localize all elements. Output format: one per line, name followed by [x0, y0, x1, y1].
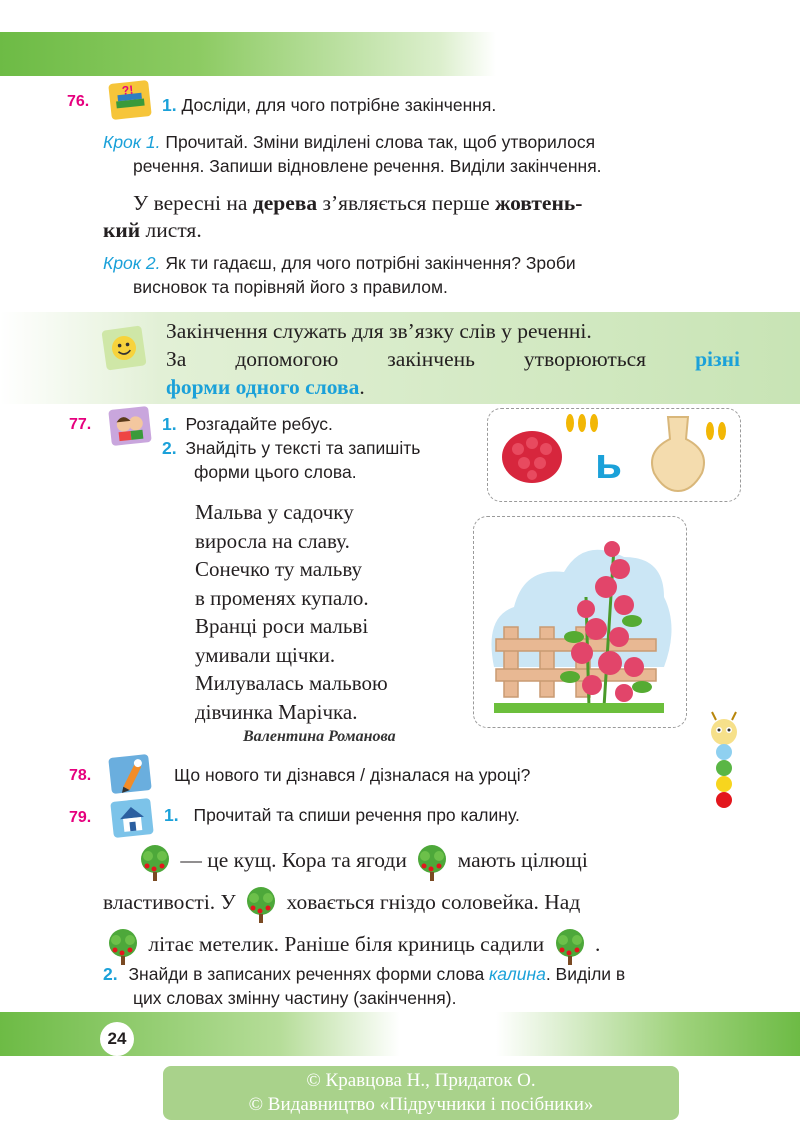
- step-1: [103, 130, 753, 178]
- viburnum-icon: [241, 884, 281, 924]
- viburnum-icon: [135, 842, 175, 882]
- sentence-part: .: [594, 932, 601, 957]
- poem-author: Валентина Романова: [243, 728, 396, 745]
- exercise-number-78: 78.: [69, 767, 92, 784]
- poem-line: дівчинка Марічка.: [195, 699, 358, 724]
- rule-line-1: Закінчення служать для зв’язку слів у реченні.: [166, 319, 592, 343]
- question-book-icon: [108, 80, 152, 120]
- task-text: Прочитай та спиши речення про калину.: [193, 805, 520, 825]
- svg-text:?!: ?!: [121, 82, 134, 98]
- task-number: 2.: [103, 964, 118, 984]
- pencil-icon: [108, 754, 152, 794]
- step-text: Як ти гадаєш, для чого потрібні закінчення? Зроби: [160, 253, 576, 273]
- rule-highlight: різні: [695, 347, 740, 371]
- poem-line: Милувалась мальвою: [195, 671, 388, 695]
- task-text: Розгадайте ребус.: [185, 414, 333, 434]
- exercise-number-79: 79.: [69, 809, 92, 826]
- mallow-picture-frame: [473, 516, 687, 728]
- poem-line: Сонечко ту мальву: [195, 557, 363, 581]
- task-text-2: цих словах змінну частину (закінчення).: [133, 988, 457, 1008]
- sentence-part: У вересні на: [133, 191, 253, 215]
- poem-line: в променях купало.: [195, 585, 369, 610]
- highlighted-word: жовтень-: [495, 191, 583, 215]
- viburnum-icon: [550, 926, 590, 966]
- sentence-part: ховається гніздо соловейка. Над: [286, 890, 581, 915]
- poem-line: Мальва у садочку: [195, 500, 354, 524]
- viburnum-sentences: [103, 840, 743, 966]
- highlighted-word: кий: [103, 218, 141, 242]
- copyright-line-2: © Видавництво «Підручники і посібники»: [248, 1094, 594, 1115]
- page-number: 24: [100, 1022, 134, 1056]
- rule-line-2: За допомогою закінчень утворюються: [166, 347, 696, 371]
- viburnum-icon: [412, 842, 452, 882]
- house-icon: [110, 798, 154, 838]
- task-text: Знайдіть у тексті та запишіть: [185, 438, 421, 458]
- task-2: [103, 962, 753, 1010]
- poem-line: Вранці роси мальві: [195, 614, 369, 638]
- task-text: Знайди в записаних реченнях форми слова: [128, 964, 490, 984]
- exercise-78-text: Що нового ти дізнався / дізналася на уроці?: [174, 765, 531, 785]
- sentence-part: з’являється перше: [317, 191, 496, 215]
- exercise-number-77: 77.: [69, 416, 92, 433]
- task-number: 2.: [162, 438, 177, 458]
- rule-period: .: [359, 375, 365, 399]
- task-text-2: форми цього слова.: [194, 462, 357, 482]
- example-sentence: [103, 190, 743, 244]
- task-text: Досліди, для чого потрібне закінчення.: [181, 95, 497, 115]
- smiley-icon: [101, 325, 146, 370]
- rule-highlight: форми одного слова: [166, 375, 360, 399]
- copyright-line-1: © Кравцова Н., Придаток О.: [306, 1070, 536, 1091]
- task-text: . Виділи в: [545, 964, 626, 984]
- copyright-box: [163, 1066, 679, 1120]
- sentence-part: літає метелик. Раніше біля криниць садили: [148, 932, 545, 957]
- caterpillar-icon: [706, 710, 742, 814]
- sentence-part: — це кущ. Кора та ягоди: [180, 848, 407, 872]
- poem: [195, 498, 388, 726]
- step-2: [103, 251, 753, 299]
- raspberry-icon: [502, 431, 562, 483]
- children-icon: [108, 406, 152, 446]
- step-text-2: речення. Запиши відновлене речення. Виділи закінчення.: [133, 156, 602, 176]
- mallow-picture: [474, 517, 686, 727]
- top-header-bar: [0, 32, 800, 76]
- sentence-part: властивості. У: [103, 890, 236, 915]
- task-number: 1.: [164, 805, 179, 825]
- sentence-part: мають цілющі: [457, 848, 588, 872]
- sentence-part: листя.: [140, 218, 202, 242]
- rebus-letter: ь: [595, 439, 623, 488]
- task-number: 1.: [162, 414, 177, 434]
- step-label: Крок 2.: [103, 253, 161, 273]
- viburnum-icon: [103, 926, 143, 966]
- poem-line: виросла на славу.: [195, 528, 350, 553]
- exercise-number-76: 76.: [67, 93, 90, 110]
- step-text: Прочитай. Зміни виділені слова так, щоб утворилося: [160, 132, 596, 152]
- vase-icon: [652, 417, 704, 491]
- step-text-2: висновок та порівняй його з правилом.: [133, 277, 448, 297]
- step-label: Крок 1.: [103, 132, 161, 152]
- rebus-box: [487, 408, 741, 502]
- poem-line: умивали щічки.: [195, 642, 336, 667]
- task-highlight: калина: [489, 964, 546, 984]
- rule-text: [166, 317, 740, 401]
- highlighted-word: дерева: [252, 191, 318, 215]
- task-number: 1.: [162, 95, 177, 115]
